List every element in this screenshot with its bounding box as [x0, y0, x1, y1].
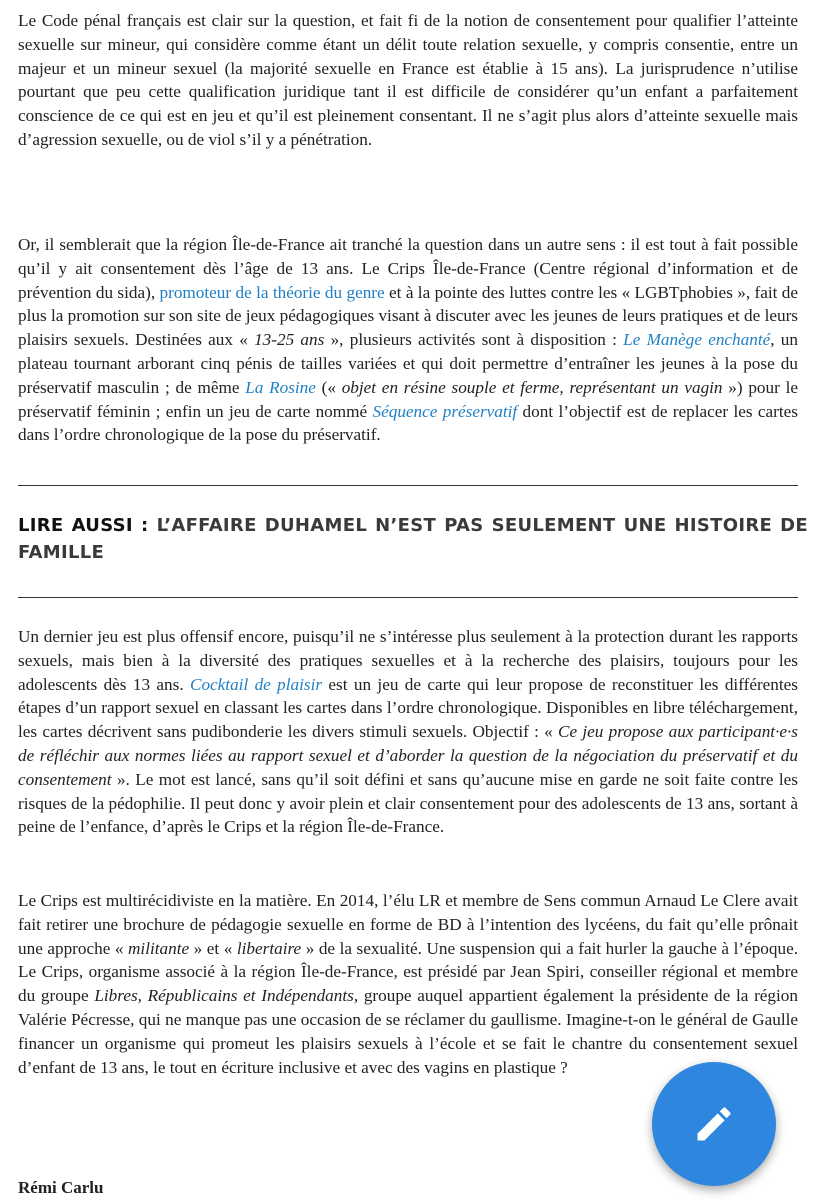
pencil-icon	[692, 1102, 736, 1146]
paragraph-text: («	[315, 377, 342, 397]
author-name: Rémi Carlu	[18, 1178, 104, 1197]
divider-bottom	[18, 597, 798, 598]
paragraph-text: ». Le mot est lancé, sans qu’il soit défini et sans qu’aucune mise en garde ne soit faite contre les risques de la pédophilie. Il peut donc y avoir plein et clair consentement pour des adolescents de 13 ans, sortant à peine de l’enfance, d’après le Crips et la région Île-de-France.	[18, 769, 798, 837]
link-sequence-preservatif[interactable]: Séquence préservatif	[372, 401, 518, 421]
paragraph-3	[18, 625, 798, 839]
paragraph-text: et à la pointe des luttes contre les « LGBTphobies », fait de plus la promotion sur son site de jeux pédagogiques visant à discuter avec les jeunes de leurs pratiques et de leurs plaisirs sexuels. Destinées aux «	[18, 282, 799, 350]
paragraph-4	[18, 889, 798, 1079]
paragraph-1	[18, 9, 798, 152]
paragraph-text: », plusieurs activités sont à disposition :	[324, 330, 624, 350]
paragraph-text: ») pour le préservatif féminin ; enfin un jeu de carte nommé	[18, 377, 798, 421]
paragraph-text: est un jeu de carte qui leur propose de reconstituer les différentes étapes d’un rapport sexuel en classant les cartes dans l’ordre chronologique. Disponibles en libre téléchargement, les cartes décrivent sans pudibonderie les divers stimuli sexuels. Objectif : «	[18, 674, 798, 742]
paragraph-text: » de la sexualité. Une suspension qui a fait hurler la gauche à l’époque. Le Crips, organisme associé à la région Île-de-France, est présidé par Jean Spiri, conseiller régional et membre du groupe	[18, 938, 798, 1006]
emphasis-age-range: 13-25 ans	[254, 330, 325, 350]
emphasis-quote-rosine: objet en résine souple et ferme, représentant un vagin	[341, 377, 723, 397]
link-theorie-du-genre[interactable]: promoteur de la théorie du genre	[159, 282, 385, 302]
read-also-title: L’AFFAIRE DUHAMEL N’EST PAS SEULEMENT UNE HISTOIRE DE FAMILLE	[18, 515, 808, 563]
emphasis-groupe-politique: Libres, Républicains et Indépendants	[94, 986, 354, 1006]
read-also-link[interactable]	[18, 512, 808, 566]
paragraph-2	[18, 233, 798, 447]
link-manege-enchante[interactable]: Le Manège enchanté	[623, 330, 771, 350]
paragraph-text: , groupe auquel appartient également la présidente de la région Valérie Pécresse, qui ne manque pas une occasion de se réclamer du gaullisme. Imagine-t-on le général de Gaulle financer un organisme qui promeut les plaisirs sexuels à l’école et se fait le chantre du consentement sexuel d’enfant de 13 ans, le tout en écriture inclusive et avec des vagins en plastique ?	[18, 986, 798, 1077]
paragraph-text: » et «	[189, 938, 237, 958]
link-cocktail-de-plaisir[interactable]: Cocktail de plaisir	[189, 674, 323, 694]
paragraph-text: Le Crips est multirécidiviste en la matière. En 2014, l’élu LR et membre de Sens commun Arnaud Le Clere avait fait retirer une brochure de pédagogie sexuelle en forme de BD à l’intention des lycéens, du fait qu’elle prônait une approche «	[18, 891, 798, 958]
emphasis-libertaire: libertaire	[236, 938, 302, 958]
paragraph-text: dont l’objectif est de replacer les cartes dans l’ordre chronologique de la pose du préservatif.	[18, 401, 798, 445]
edit-fab-button[interactable]	[652, 1062, 776, 1186]
link-la-rosine[interactable]: La Rosine	[245, 377, 316, 397]
emphasis-quote-objectif: Ce jeu propose aux participant·e·s de réfléchir aux normes liées au rapport sexuel et d’aborder la question de la négociation du préservatif et du consentement	[18, 722, 798, 789]
read-also-label: LIRE AUSSI :	[18, 515, 149, 536]
paragraph-text: Le Code pénal français est clair sur la question, et fait fi de la notion de consentement pour qualifier l’atteinte sexuelle sur mineur, qui considère comme étant un délit toute relation sexuelle, y compris consentie, entre un majeur et un mineur sexuel (la majorité sexuelle en France est établie à 15 ans). La jurisprudence n’utilise pourtant que peu cette qualification juridique tant il est difficile de considérer qu’un enfant a parfaitement conscience de ce qui est en jeu et qu’il est pleinement consentant. Il ne s’agit plus alors d’atteinte sexuelle mais d’agression sexuelle, ou de viol s’il y a pénétration.	[18, 11, 798, 149]
emphasis-militante: militante	[128, 938, 190, 958]
paragraph-text: Or, il semblerait que la région Île-de-France ait tranché la question dans un autre sens : il est tout à fait possible qu’il y ait consentement dès l’âge de 13 ans. Le Crips Île-de-France (Centre régional d’information et de prévention du sida),	[18, 235, 798, 302]
paragraph-text: , un plateau tournant arborant cinq pénis de tailles variées et qui doit permettre d’entraîner les jeunes à la pose du préservatif masculin ; de même	[18, 330, 798, 397]
divider-top	[18, 485, 798, 486]
paragraph-text: Un dernier jeu est plus offensif encore, puisqu’il ne s’intéresse plus seulement à la protection durant les rapports sexuels, mais bien à la diversité des pratiques sexuelles et à la recherche des plaisirs, toujours pour les adolescents dès 13 ans.	[18, 627, 798, 694]
